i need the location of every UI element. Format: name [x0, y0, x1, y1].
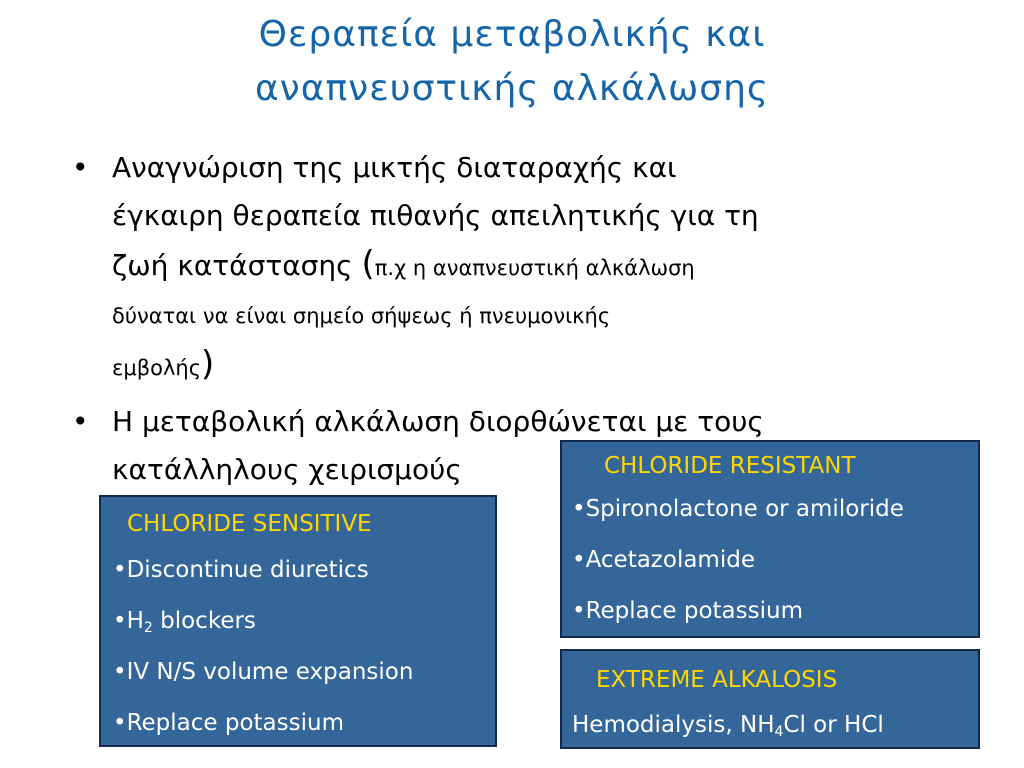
bullet-1-line-1: Αναγνώριση της μικτής διαταραχής και [112, 151, 677, 184]
paren-open: ( [361, 244, 375, 284]
h2-subscript: 2 [143, 620, 153, 636]
title-line-2: αναπνευστικής αλκάλωσης [254, 68, 770, 109]
note-line-2: δύναται να είναι σημείο σήψεως ή πνευμονικής [112, 304, 611, 328]
bullet-marker: • [72, 405, 89, 438]
resistant-item-spironolactone: •Spironolactone or amiloride [572, 496, 904, 522]
bullet-2-line-2: κατάλληλους χειρισμούς [112, 453, 462, 486]
chloride-resistant-heading: CHLORIDE RESISTANT [604, 453, 856, 479]
bullet-2-line-1: Η μεταβολική αλκάλωση διορθώνεται με τους [112, 405, 764, 438]
chloride-sensitive-heading: CHLORIDE SENSITIVE [127, 511, 372, 537]
h2-prefix: •H [113, 608, 144, 634]
extreme-alkalosis-treatment [572, 701, 978, 749]
slide-title [0, 8, 1024, 116]
bullet-1-line-3-text: ζωή κατάστασης [112, 249, 353, 282]
extreme-alkalosis-heading: EXTREME ALKALOSIS [596, 667, 838, 693]
h2-suffix: blockers [152, 608, 256, 634]
sensitive-item-h2-blockers [113, 596, 495, 647]
bullet-item-1 [72, 144, 952, 392]
note-line-1: π.χ η αναπνευστική αλκάλωση [374, 256, 695, 280]
treatment-part-2: Cl or HCl [783, 712, 884, 738]
chloride-sensitive-box [99, 495, 497, 747]
extreme-alkalosis-box [560, 649, 980, 749]
chloride-resistant-box [560, 440, 980, 638]
bullet-1-line-3 [112, 240, 952, 292]
title-line-1: Θεραπεία μεταβολικής και [258, 14, 766, 55]
sensitive-item-diuretics: •Discontinue diuretics [113, 557, 369, 583]
note-line-3: εμβολής [112, 356, 202, 380]
bullet-marker: • [72, 151, 89, 184]
nh4-subscript: 4 [774, 724, 784, 740]
resistant-item-replace-potassium: •Replace potassium [572, 598, 803, 624]
paren-close: ) [201, 344, 215, 384]
treatment-part-1: Hemodialysis, NH [572, 712, 775, 738]
sensitive-item-replace-potassium: •Replace potassium [113, 710, 344, 736]
sensitive-item-volume-expansion: •IV N/S volume expansion [113, 659, 414, 685]
note-line-3-wrap [112, 340, 952, 392]
bullet-1-line-2: έγκαιρη θεραπεία πιθανής απειλητικής για τη [112, 199, 759, 232]
resistant-item-acetazolamide: •Acetazolamide [572, 547, 755, 573]
